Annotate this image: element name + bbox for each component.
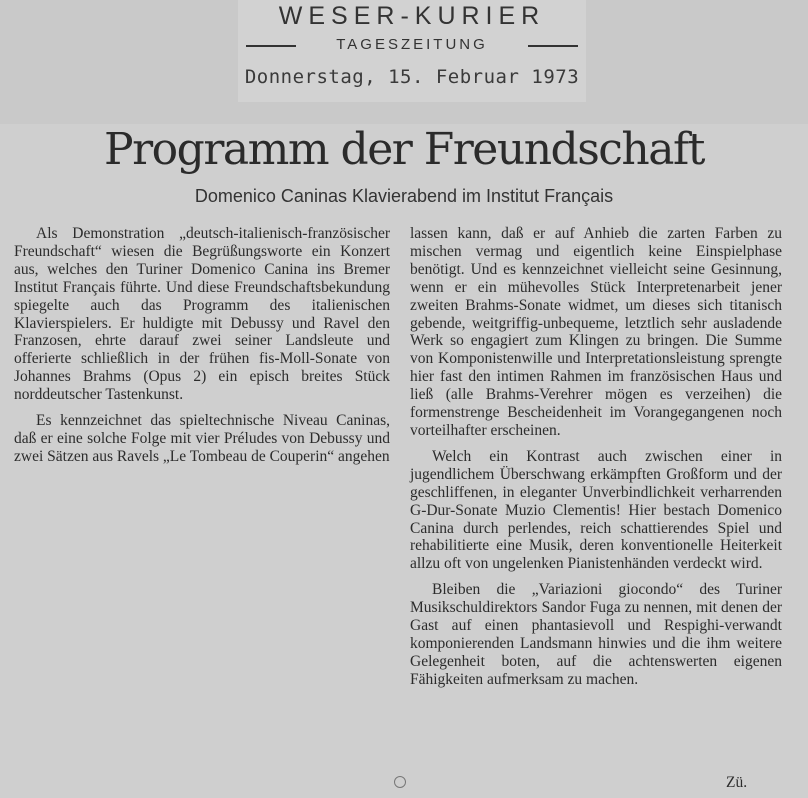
article-clipping bbox=[0, 124, 808, 798]
article-paragraph: Bleiben die „Variazioni giocondo“ des Turiner Musikschuldirektors Sandor Fuga zu nennen, mit denen der Gast auf einen phantasievoll und Respighi-verwandt komponierenden Landsmann hinwies und die ihm weitere Gelegenheit boten, auf die achtenswerten eigenen Fähigkeiten aufmerksam zu machen. bbox=[410, 581, 782, 688]
article-paragraph: Welch ein Kontrast auch zwischen einer in jugendlichem Überschwang erkämpften Großform und der geschliffenen, in eleganter Unverbindlichkeit verharrenden G-Dur-Sonate Muzio Clementis! Hier bestach Domenico Canina durch perlendes, reich schattierendes Spiel und rehabilitierte eine Musik, deren konventionelle Heiterkeit allzu oft von ungelenken Pianistenhänden verdeckt wird. bbox=[410, 447, 782, 573]
newspaper-subtitle: TAGESZEITUNG bbox=[336, 36, 488, 53]
newspaper-masthead bbox=[238, 0, 586, 102]
article-subheadline: Domenico Caninas Klavierabend im Institut Français bbox=[194, 186, 614, 206]
article-paragraph: Es kennzeichnet das spieltechnische Niveau Caninas, daß er eine solche Folge mit vier Préludes von Debussy und zwei Sätzen aus Ravels „Le Tombeau de Couperin“ angehen bbox=[14, 412, 390, 465]
article-paragraph-continuation: lassen kann, daß er auf Anhieb die zarten Farben zu mischen vermag und eigentlich keine Einspielphase benötigt. Und es kennzeichnet vielleicht seine Gesinnung, wenn er ein mühevolles Stück Interpretenarbeit jener zweiten Brahms-Sonate widmet, um dieses sich titanisch gebende, weitgriffig-unbequeme, letztlich sehr ausladende Werk so engagiert zum Klingen zu bringen. Die Summe von Komponistenwille und Interpretationsleistung sprengte hier fast den intimen Rahmen im französischen Haus und ließ (alle Brahms-Verehrer mögen es verzeihen) die formenstrenge Bescheidenheit im Vorangegangenen noch vorteilhafter erscheinen. bbox=[410, 225, 782, 439]
article-headline: Programm der Freundschaft bbox=[104, 124, 704, 175]
newspaper-name: WESER-KURIER bbox=[278, 2, 546, 30]
publication-date: Donnerstag, 15. Februar 1973 bbox=[244, 66, 580, 88]
article-column-right bbox=[410, 225, 782, 689]
article-paragraph: Als Demonstration „deutsch-italienisch-französischer Freundschaft“ wiesen die Begrüßungsworte ein Konzert aus, welches den Turiner Domenico Canina ins Bremer Institut Français führte. Und diese Freundschaftsbekundung spiegelte auch das Programm des italienischen Klavierspielers. Er huldigte mit Debussy und Ravel den Franzosen, ehrte darauf zwei seiner Landsleute und offerierte schließlich in der frühen fis-Moll-Sonate von Johannes Brahms (Opus 2) ein episch breites Stück norddeutscher Tastenkunst. bbox=[14, 225, 390, 404]
masthead-rule-right bbox=[528, 45, 578, 47]
article-author: Zü. bbox=[726, 774, 748, 791]
article-column-left bbox=[14, 225, 390, 466]
punch-hole-mark bbox=[394, 776, 406, 788]
